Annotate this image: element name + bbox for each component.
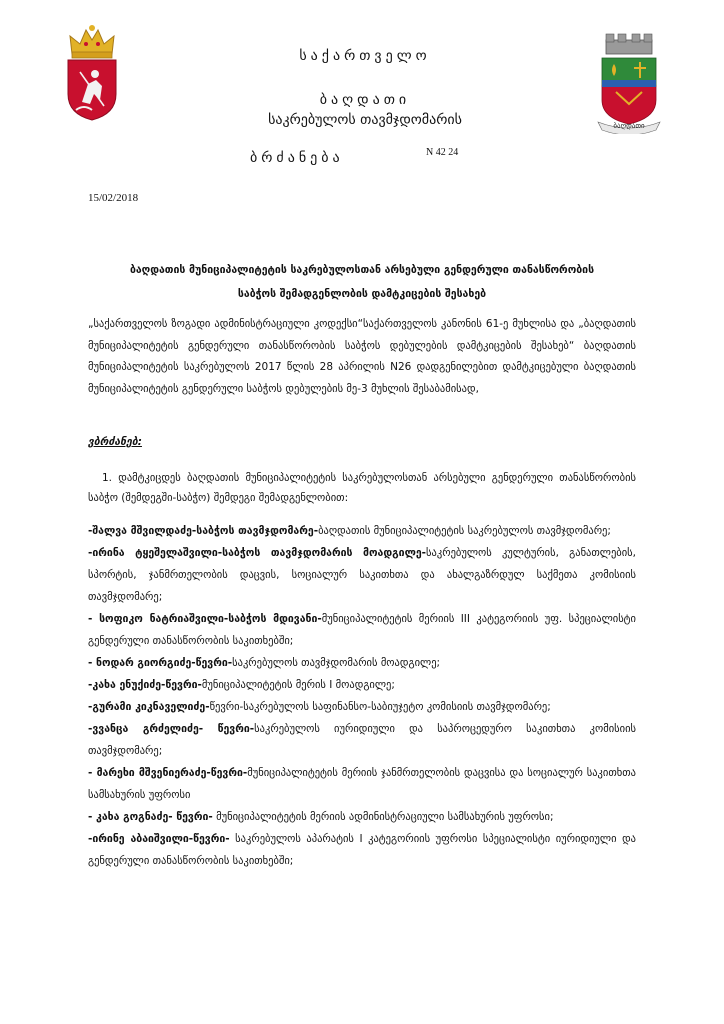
header-organization: საკრებულოს თავმჯდომარის xyxy=(268,112,462,128)
member-name-role: - სოფიკო ნატრიაშვილი-საბჭოს მდივანი- xyxy=(88,613,322,625)
item-1-paragraph: 1. დამტკიცდეს ბაღდათის მუნიციპალიტეტის საკრებულოსთან არსებული გენდერული თანასწორობის საბჭო (შემდეგში-საბჭო) შემდეგი შემადგენლობით: xyxy=(88,472,636,504)
emblem-caption: ბაღდათი xyxy=(613,122,645,130)
list-item xyxy=(88,520,636,542)
list-item xyxy=(88,718,636,762)
member-name-role: - ნოდარ გიორგიძე-წევრი- xyxy=(88,657,233,669)
list-item xyxy=(88,608,636,652)
header-city: ბაღდათი xyxy=(319,92,411,108)
member-position: საკრებულოს კულტურის, განათლების, სპორტის, ჯანმრთელობის დაცვის, სოციალურ საკითხთა და ახალგაზრდულ საქმეთა კომისიის თავმჯდომარე; xyxy=(88,547,637,603)
order-number: N 42 24 xyxy=(426,147,459,158)
list-item xyxy=(88,652,636,674)
list-item xyxy=(88,762,636,806)
list-item xyxy=(88,696,636,718)
member-position: მუნიციპალიტეტის მერიის ჯანმრთელობის დაცვისა და სოციალურ საკითხთა სამსახურის უფროსი xyxy=(88,767,636,801)
list-item xyxy=(88,828,636,872)
member-name-role: -გურამი კიკნაველიძე- xyxy=(88,701,210,713)
member-position: მუნიციპალიტეტის მერის I მოადგილე; xyxy=(201,679,395,691)
document-title: ბაღდათის მუნიციპალიტეტის საკრებულოსთან არსებული გენდერული თანასწორობის საბჭოს შემადგენლობის დამტკიცების შესახებ xyxy=(129,264,595,300)
member-position: საკრებულოს თავმჯდომარის მოადგილე; xyxy=(232,657,441,669)
list-item xyxy=(88,806,636,828)
list-item xyxy=(88,542,636,608)
member-name-role: - კახა გოგნაძე- წევრი- xyxy=(88,811,213,823)
member-name-role: -ვვანცა გრძელიძე- წევრი- xyxy=(88,723,255,735)
member-position: საკრებულოს აპარატის I კატეგორიის უფროსი სპეციალისტი იურიდიული და გენდერული თანასწორობის საკითხებში; xyxy=(88,833,636,867)
member-name-role: -ირინე აბაიშვილი-წევრი- xyxy=(88,833,230,845)
members-list xyxy=(88,520,636,872)
list-item xyxy=(88,674,636,696)
member-name-role: - მარეხი მშვენიერაძე-წევრი- xyxy=(88,767,248,779)
member-position: წევრი-საკრებულოს საფინანსო-საბიუჯეტო კომისიის თავმჯდომარე; xyxy=(209,701,551,713)
member-position: მუნიციპალიტეტის მერიის III კატეგორიის უფ. სპეციალისტი გენდერული თანასწორობის საკითხებში; xyxy=(88,613,636,647)
member-position: საკრებულოს იურიდიული და საპროცედურო საკითხთა კომისიის თავმჯდომარე; xyxy=(88,723,636,757)
preamble-paragraph: „საქართველოს ზოგადი ადმინისტრაციული კოდექსი“საქართველოს კანონის 61-ე მუხლისა და „ბაღდათის მუნიციპალიტეტის გენდერული თანასწორობის საბჭოს დებულების დამტკიცების შესახებ“ ბაღდათის მუნიციპალიტეტის საკრებულოს 2017 წლის 28 აპრილის N26 დადგენილებით დამტკიცებული ბაღდათის მუნიციპალიტეტის გენდერული საბჭოს დებულების მე-3 მუხლის შესაბამისად, xyxy=(88,318,636,395)
georgia-coat-of-arms-icon xyxy=(62,24,122,122)
document-date: 15/02/2018 xyxy=(88,192,139,204)
member-name-role: -შალვა მშვილდაძე-საბჭოს თავმჯდომარე- xyxy=(88,525,319,537)
header-order-word: ბრძანება xyxy=(250,150,344,166)
member-position: ბაღდათის მუნიციპალიტეტის საკრებულოს თავმჯდომარე; xyxy=(318,525,611,537)
baghdati-emblem-icon xyxy=(596,30,662,134)
member-name-role: -კახა ენუქიძე-წევრი- xyxy=(88,679,202,691)
decree-word: ვბრძანებ: xyxy=(88,436,142,448)
header-country: საქართველო xyxy=(299,48,431,64)
member-position: მუნიციპალიტეტის მერიის ადმინისტრაციული სამსახურის უფროსი; xyxy=(212,811,554,823)
member-name-role: -ირინა ტყეშელაშვილი-საბჭოს თავმჯდომარის მოადგილე- xyxy=(88,547,427,559)
